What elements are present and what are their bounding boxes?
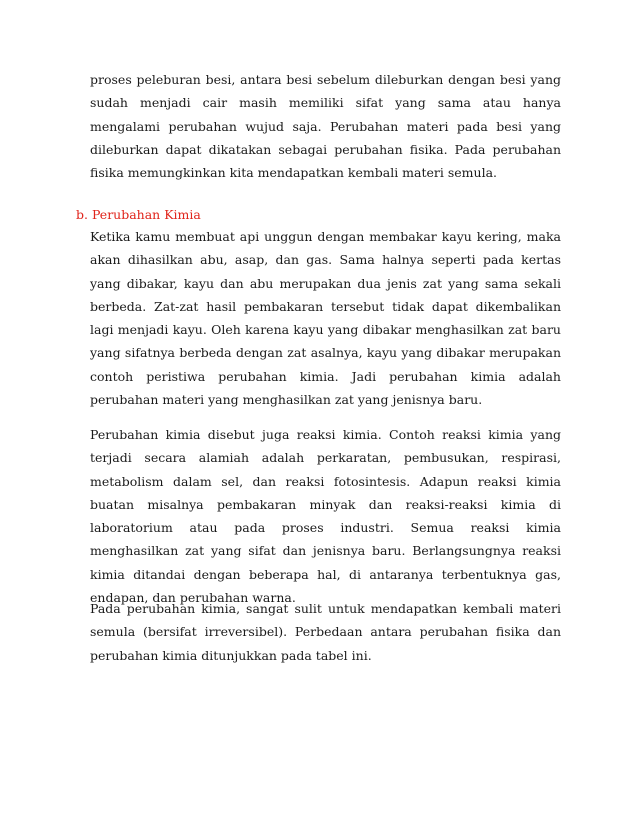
paragraph-kimia-3: Pada perubahan kimia, sangat sulit untuk mendapatkan kembali materi semula (bersifat irreversibel). Perbedaan antara perubahan fisika dan perubahan kimia ditunjukkan pada tabel ini. xyxy=(90,601,561,663)
section-heading-perubahan-kimia: b. Perubahan Kimia xyxy=(76,207,201,222)
paragraph-intro: proses peleburan besi, antara besi sebelum dileburkan dengan besi yang sudah menjadi cair masih memiliki sifat yang sama atau hanya mengalami perubahan wujud saja. Perubahan materi pada besi yang dileburkan dapat dikatakan sebagai perubahan fisika. Pada perubahan fisika memungkinkan kita mendapatkan kembali materi semula. xyxy=(90,72,561,181)
paragraph-kimia-2: Perubahan kimia disebut juga reaksi kimia. Contoh reaksi kimia yang terjadi secara alamiah adalah perkaratan, pembusukan, respirasi, metabolism dalam sel, dan reaksi fotosintesis. Adapun reaksi kimia buatan misalnya pembakaran minyak dan reaksi-reaksi kimia di laboratorium atau pada proses industri. Semua reaksi kimia menghasilkan zat yang sifat dan jenisnya baru. Berlangsungnya reaksi kimia ditandai dengan beberapa hal, di antaranya terbentuknya gas, endapan, dan perubahan warna. xyxy=(90,427,561,606)
paragraph-kimia-1: Ketika kamu membuat api unggun dengan membakar kayu kering, maka akan dihasilkan abu, asap, dan gas. Sama halnya seperti pada kertas yang dibakar, kayu dan abu merupakan dua jenis zat yang sama sekali berbeda. Zat-zat hasil pembakaran tersebut tidak dapat dikembalikan lagi menjadi kayu. Oleh karena kayu yang dibakar menghasilkan zat baru yang sifatnya berbeda dengan zat asalnya, kayu yang dibakar merupakan contoh peristiwa perubahan kimia. Jadi perubahan kimia adalah perubahan materi yang menghasilkan zat yang jenisnya baru. xyxy=(90,229,561,408)
